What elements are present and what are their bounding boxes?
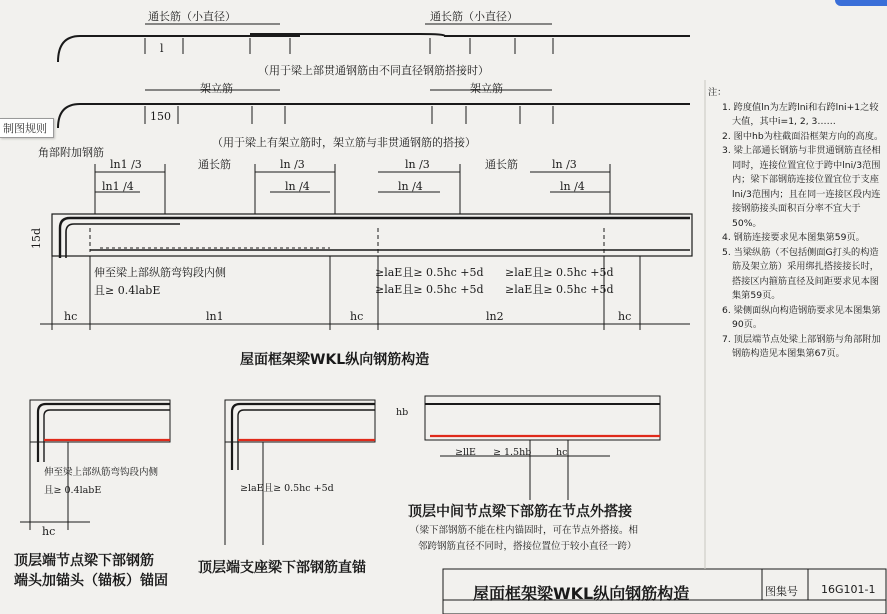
ln2-label: ln2 [486,310,504,323]
note-5: 5. 当梁纵筋（不包括侧面G打头的构造筋及架立筋）采用绑扎搭接接长时，搭接区内箍筋直径及间距要求见本图集第59页。 [722,246,879,301]
cond-2: ≥laE且≥ 0.5hc +5d [505,266,614,279]
cond-4: ≥laE且≥ 0.5hc +5d [505,283,614,296]
d2-title: 顶层端支座梁下部钢筋直锚 [198,560,366,576]
atlas-label: 图集号 [765,585,798,598]
note-2: 2. 图中hb为柱截面沿框架方向的高度。 [722,130,884,142]
dim-ln-4-a: ln /4 [285,180,310,193]
d3-hc: hc [556,447,568,458]
d1-hc: hc [42,525,56,538]
hc-2: hc [350,310,364,323]
label-jia2: 架立筋 [470,82,503,95]
hook-note-2: 且≥ 0.4labE [94,284,161,297]
dim-15d: 15d [30,227,44,250]
hc-1: hc [64,310,78,323]
hc-3: hc [618,310,632,323]
dim-ln-3-c: ln /3 [552,158,577,171]
d3-hb: hb [396,407,409,418]
cond-3: ≥laE且≥ 0.5hc +5d [375,283,484,296]
d3-cap-1: （梁下部钢筋不能在柱内锚固时，可在节点外搭接。相 [410,525,639,536]
d3-title: 顶层中间节点梁下部筋在节点外搭接 [408,504,632,520]
note-6: 6. 梁侧面纵向构造钢筋要求见本图集第90页。 [722,304,881,330]
dim-150: 150 [150,110,171,123]
caption-2: （用于梁上有架立筋时，架立筋与非贯通钢筋的搭接） [212,136,476,149]
ln1-label: ln1 [206,310,224,323]
main-title: 屋面框架梁WKL纵向钢筋构造 [240,352,430,368]
note-7: 7. 顶层端节点处梁上部钢筋与角部附加钢筋构造见本图集第67页。 [722,333,881,359]
d3-lle: ≥llE [455,447,476,458]
tong-label-2: 通长筋 [485,158,518,171]
notes [708,86,884,362]
caption-1: （用于梁上部贯通钢筋由不同直径钢筋搭接时） [258,64,489,77]
tong-label-1: 通长筋 [198,158,231,171]
corner-bar-label: 角部附加钢筋 [38,146,104,159]
dim-ln1-4: ln1 /4 [102,180,134,193]
dim-ln-3-a: ln /3 [280,158,305,171]
label-jia1: 架立筋 [200,82,233,95]
title-block-title: 屋面框架梁WKL纵向钢筋构造 [473,584,690,603]
title-block [443,569,886,614]
note-1: 1. 跨度值ln为左跨lni和右跨lni+1之较大值，其中i=1, 2, 3…… [722,101,879,127]
dim-ln-4-c: ln /4 [560,180,585,193]
note-3: 3. 梁上部通长钢筋与非贯通钢筋直径相同时，连接位置宜位于跨中lni/3范围内；梁下部钢筋连接位置宜位于支座lni/3范围内；且在同一连接区段内连接钢筋接头面积百分率不宜大于50%。 [722,145,881,229]
note-4: 4. 钢筋连接要求见本图集第59页。 [722,232,865,243]
d3-cap-2: 邻跨钢筋直径不同时，搭接位置位于较小直径一跨） [418,541,637,552]
dim-ln-4-b: ln /4 [398,180,423,193]
hook-note-1: 伸至梁上部纵筋弯钩段内侧 [94,266,226,279]
d3-h15: ≥ 1.5hb [493,447,532,458]
cond-1: ≥laE且≥ 0.5hc +5d [375,266,484,279]
d1-note-2: 且≥ 0.4labE [44,485,102,496]
label-tong2: 通长筋（小直径） [430,10,518,23]
d2-cond: ≥laE且≥ 0.5hc +5d [240,483,334,494]
d1-title-2: 端头加锚头（锚板）锚固 [14,573,168,589]
dim-ln1-3: ln1 /3 [110,158,142,171]
d1-note-1: 伸至梁上部纵筋弯钩段内侧 [44,467,159,478]
window-corner-accent [835,0,887,6]
label-tong1: 通长筋（小直径） [148,10,236,23]
d1-title-1: 顶层端节点梁下部钢筋 [14,553,154,569]
dim-ln-3-b: ln /3 [405,158,430,171]
lap-label: l [160,42,164,55]
notes-head: 注： [708,87,727,98]
atlas-number: 16G101-1 [821,583,876,596]
tooltip-drawing-rules[interactable]: 制图规则 [0,118,54,138]
